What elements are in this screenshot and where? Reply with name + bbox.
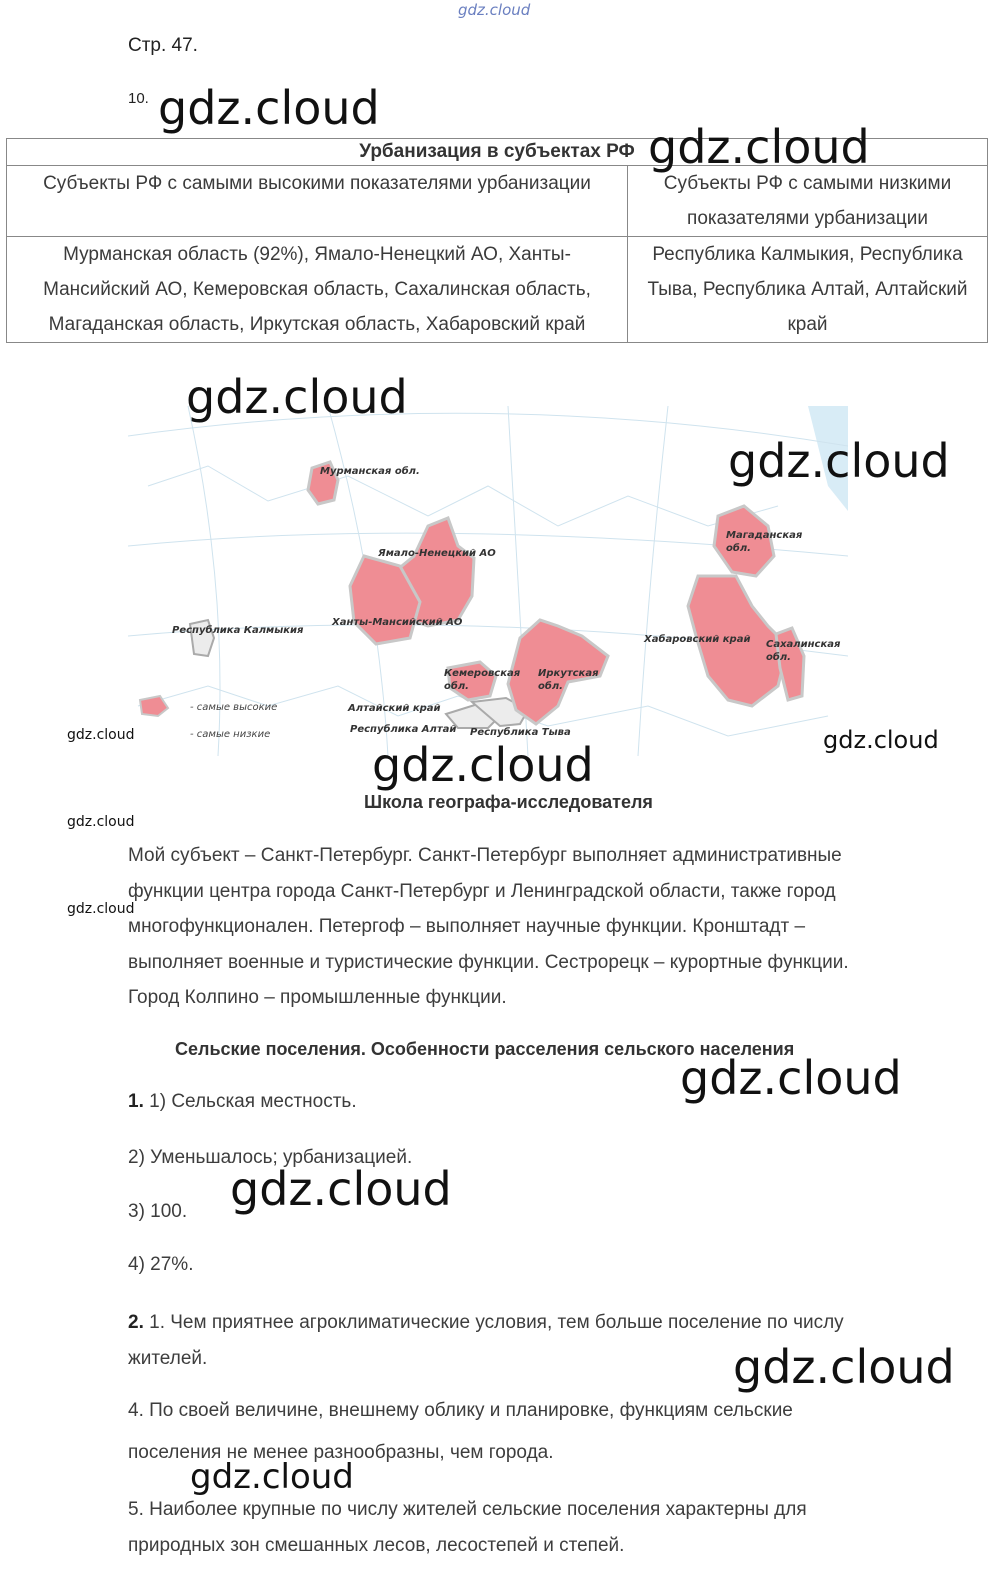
table-cell-low: Республика Калмыкия, Республика Тыва, Республика Алтай, Алтайский край <box>628 237 988 343</box>
q1-answer-1 <box>128 1084 357 1120</box>
label-khabarovsk: Хабаровский край <box>644 634 751 645</box>
watermark: gdz.cloud <box>158 81 380 135</box>
school-line: выполняет военные и туристические функции. Сестрорецк – курортные функции. <box>128 951 849 973</box>
q1-number: 1. <box>128 1091 144 1112</box>
watermark: gdz.cloud <box>733 1340 955 1394</box>
legend-low-label: - самые низкие <box>190 729 271 740</box>
watermark: gdz.cloud <box>230 1162 452 1216</box>
table-header-low: Субъекты РФ с самыми низкими показателями урбанизации <box>628 166 988 237</box>
label-tyva: Республика Тыва <box>470 727 571 738</box>
label-murmansk: Мурманская обл. <box>320 466 420 477</box>
label-magadan-1: Магаданская <box>726 530 803 541</box>
school-line: многофункционален. Петергоф – выполняет научные функции. Кронштадт – <box>128 916 806 937</box>
q1-answer-3: 3) 100. <box>128 1201 188 1222</box>
label-altai-rep: Республика Алтай <box>350 724 457 735</box>
school-line: Мой субъект – Санкт-Петербург. Санкт-Петербург выполняет административные <box>128 845 842 866</box>
watermark-small: gdz.cloud <box>67 901 135 917</box>
school-heading: Школа географа-исследователя <box>364 792 653 812</box>
table-cell-high: Мурманская область (92%), Ямало-Ненецкий АО, Ханты-Мансийский АО, Кемеровская область, Сахалинская область, Магаданская область, Иркутская область, Хабаровский край <box>7 237 628 343</box>
q2-answer-5 <box>128 1492 928 1563</box>
label-kemerovo-2: обл. <box>444 681 469 692</box>
task-number: 10. <box>128 90 149 107</box>
school-paragraph <box>128 838 928 1016</box>
q1-answer-2: 2) Уменьшалось; урбанизацией. <box>128 1147 413 1168</box>
q2-number: 2. <box>128 1312 144 1333</box>
label-yamal: Ямало-Ненецкий АО <box>378 548 496 559</box>
q1-answer-1-text: 1) Сельская местность. <box>149 1091 357 1112</box>
rural-heading: Сельские поселения. Особенности расселения сельского населения <box>175 1039 795 1059</box>
q2-answer-5-line-1: 5. Наиболее крупные по числу жителей сельские поселения характерны для <box>128 1499 807 1520</box>
label-khanty: Ханты-Мансийский АО <box>332 617 463 628</box>
legend-high-label: - самые высокие <box>190 702 278 713</box>
table-header-high: Субъекты РФ с самыми высокими показателями урбанизации <box>7 166 628 237</box>
label-sakhalin-2: обл. <box>766 652 791 663</box>
page-reference: Стр. 47. <box>128 35 198 56</box>
watermark-medium: gdz.cloud <box>823 726 939 754</box>
watermark-small: gdz.cloud <box>67 814 135 830</box>
watermark: gdz.cloud <box>372 738 594 792</box>
q2-answer-1-line-1: 1. Чем приятнее агроклиматические условия, тем больше поселение по числу <box>149 1312 844 1333</box>
q1-answer-4: 4) 27%. <box>128 1254 194 1275</box>
label-kemerovo-1: Кемеровская <box>444 668 521 679</box>
watermark-medium: gdz.cloud <box>190 1457 354 1497</box>
label-magadan-2: обл. <box>726 543 751 554</box>
label-kalmykia: Республика Калмыкия <box>172 625 304 636</box>
watermark: gdz.cloud <box>648 120 870 174</box>
school-line: Город Колпино – промышленные функции. <box>128 987 507 1008</box>
q2-answer-1-line-2: жителей. <box>128 1347 208 1369</box>
q2-answer-4-line-1: 4. По своей величине, внешнему облику и планировке, функциям сельские <box>128 1400 793 1421</box>
watermark: gdz.cloud <box>728 434 950 488</box>
label-irkutsk-2: обл. <box>538 681 563 692</box>
label-altai-krai: Алтайский край <box>348 703 441 714</box>
label-sakhalin-1: Сахалинская <box>766 639 841 650</box>
label-irkutsk-1: Иркутская <box>538 668 599 679</box>
watermark-top: gdz.cloud <box>458 1 531 19</box>
watermark: gdz.cloud <box>680 1051 902 1105</box>
watermark-small: gdz.cloud <box>67 727 135 743</box>
q2-answer-5-line-2: природных зон смешанных лесов, лесостепей и степей. <box>128 1534 625 1556</box>
q2-answer-4-line-2: поселения не менее разнообразны, чем города. <box>128 1441 554 1463</box>
table-title: Урбанизация в субъектах РФ <box>7 139 988 166</box>
school-line: функции центра города Санкт-Петербург и Ленинградской области, также город <box>128 880 836 902</box>
watermark: gdz.cloud <box>186 370 408 424</box>
